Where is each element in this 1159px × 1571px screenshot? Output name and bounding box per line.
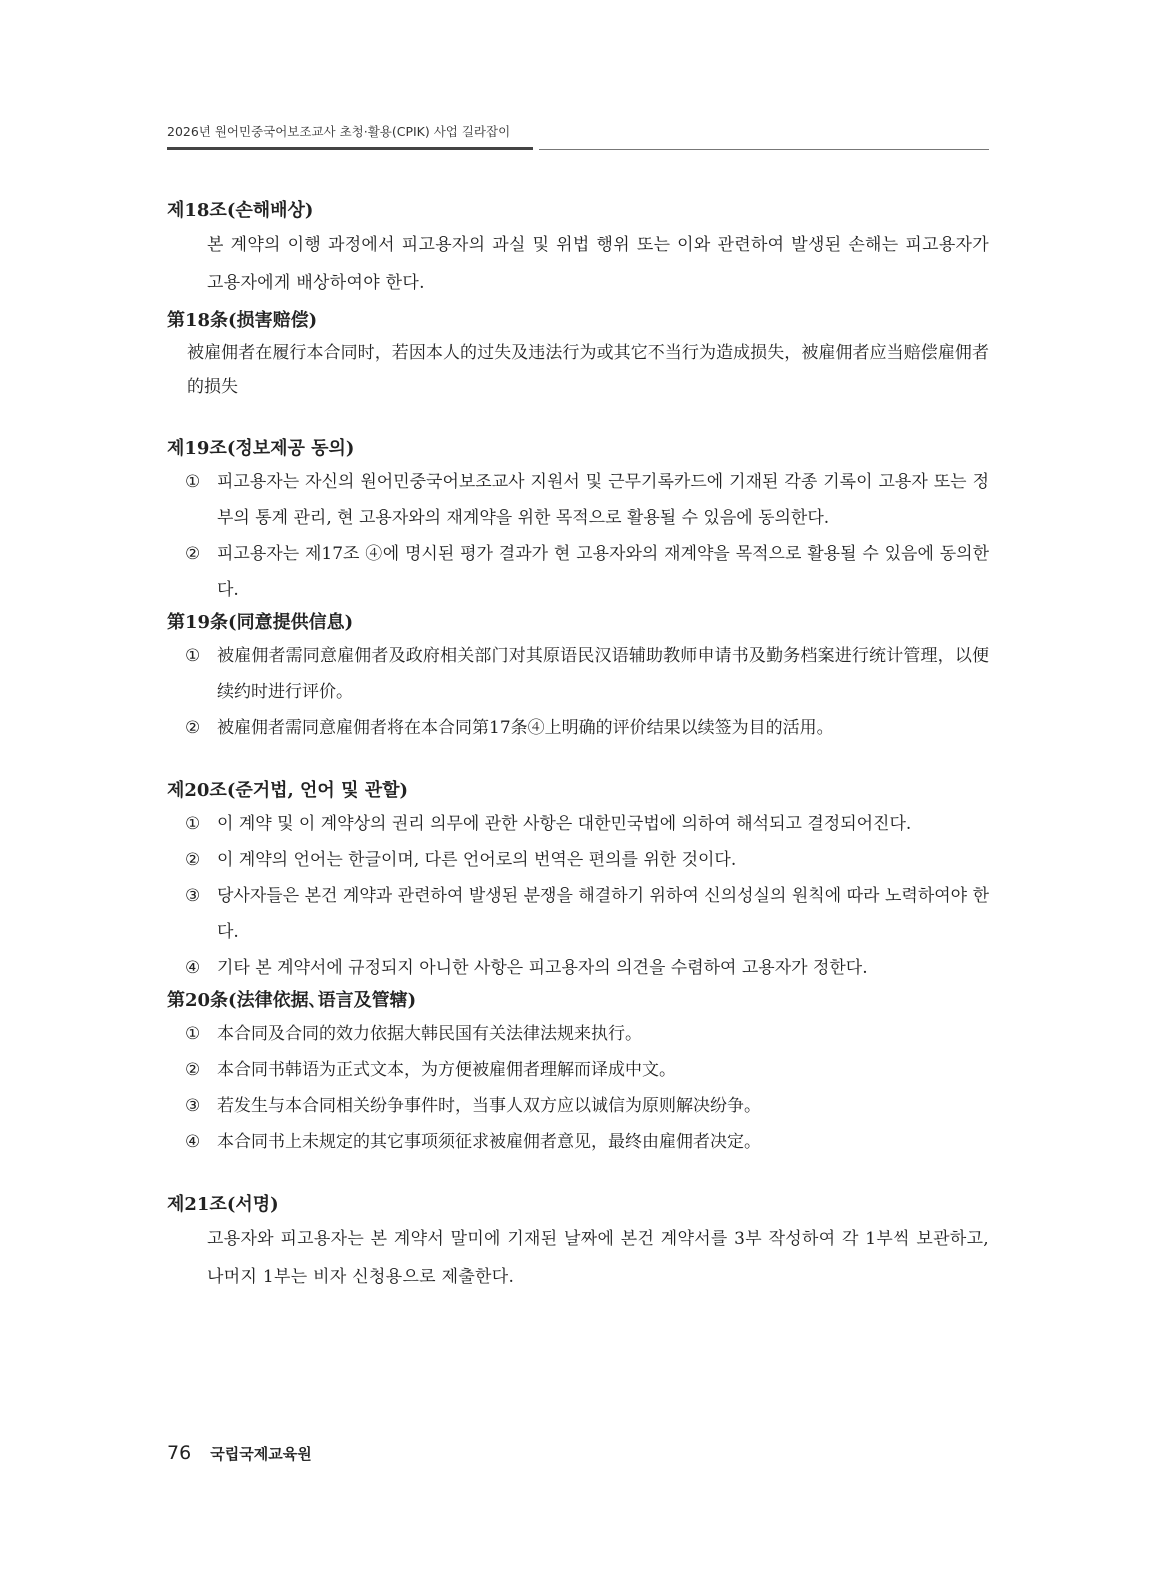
list-item [185,710,989,746]
article-heading: 제19조(정보제공 동의) [167,438,355,459]
article-18-cn [167,306,989,404]
item-number: ① [185,814,201,834]
item-text: 기타 본 계약서에 규정되지 아니한 사항은 피고용자의 의견을 수렴하여 고용자가 정한다. [217,958,868,978]
article-heading: 제18조(손해배상) [167,200,314,221]
header-title: 2026년 원어민중국어보조교사 초청·활용(CPIK) 사업 길라잡이 [167,124,511,139]
article-21-ko [167,1190,989,1296]
article-19-cn [167,608,989,746]
list-item [185,464,989,536]
article-text: 고용자와 피고용자는 본 계약서 말미에 기재된 날짜에 본건 계약서를 3부 작성하여 각 1부씩 보관하고, 나머지 1부는 비자 신청용으로 제출한다. [207,1229,989,1287]
list-item [185,1052,989,1088]
page-footer [167,1442,312,1464]
article-18-ko [167,196,989,302]
list-item [185,638,989,710]
item-text: 피고용자는 제17조 ④에 명시된 평가 결과가 현 고용자와의 재계약을 목적으로 활용될 수 있음에 동의한다. [217,544,989,600]
item-number: ④ [185,1132,201,1152]
list-item [185,1088,989,1124]
item-text: 被雇佣者需同意雇佣者及政府相关部门对其原语民汉语辅助教师申请书及勤务档案进行统计管理，以便续约时进行评价。 [217,646,989,702]
article-heading: 第20条(法律依据､语言及管辖) [167,990,417,1011]
item-text: 이 계약의 언어는 한글이며, 다른 언어로의 번역은 편의를 위한 것이다. [217,850,737,870]
item-number: ① [185,1024,201,1044]
item-text: 피고용자는 자신의 원어민중국어보조교사 지원서 및 근무기록카드에 기재된 각종 기록이 고용자 또는 정부의 통계 관리, 현 고용자와의 재계약을 위한 목적으로 활용될 수 있음에 동의한다. [217,472,989,528]
item-text: 이 계약 및 이 계약상의 권리 의무에 관한 사항은 대한민국법에 의하여 해석되고 결정되어진다. [217,814,912,834]
list-item [185,806,989,842]
list-item [185,1124,989,1160]
item-number: ① [185,646,201,666]
item-text: 被雇佣者需同意雇佣者将在本合同第17条④上明确的评价结果以续签为目的活用。 [217,718,834,738]
page-header [167,118,989,154]
article-heading: 제21조(서명) [167,1194,279,1215]
article-19-ko [167,434,989,608]
list-item [185,1016,989,1052]
list-item [185,950,989,986]
item-number: ③ [185,886,201,906]
article-text: 被雇佣者在履行本合同时，若因本人的过失及违法行为或其它不当行为造成损失，被雇佣者应当赔偿雇佣者的损失 [187,343,989,397]
item-text: 本合同书韩语为正式文本，为方便被雇佣者理解而译成中文。 [217,1060,676,1080]
item-text: 本合同及合同的效力依据大韩民国有关法律法规来执行。 [217,1024,642,1044]
article-heading: 第19条(同意提供信息) [167,612,354,633]
document-body [167,196,989,1296]
header-rule-thin [539,149,989,150]
item-number: ③ [185,1096,201,1116]
list-item [185,842,989,878]
article-20-cn [167,986,989,1160]
item-text: 本合同书上未规定的其它事项须征求被雇佣者意见，最终由雇佣者决定。 [217,1132,761,1152]
header-rule-thick [167,147,533,150]
list-item [185,536,989,608]
publisher-name: 국립국제교육원 [210,1445,312,1463]
item-number: ② [185,718,201,738]
article-text: 본 계약의 이행 과정에서 피고용자의 과실 및 위법 행위 또는 이와 관련하여 발생된 손해는 피고용자가 고용자에게 배상하여야 한다. [207,235,989,293]
item-text: 당사자들은 본건 계약과 관련하여 발생된 분쟁을 해결하기 위하여 신의성실의 원칙에 따라 노력하여야 한다. [217,886,989,942]
article-heading: 第18条(损害赔偿) [167,310,318,331]
item-text: 若发生与本合同相关纷争事件时，当事人双方应以诚信为原则解决纷争。 [217,1096,761,1116]
item-number: ② [185,544,201,564]
article-20-ko [167,776,989,986]
article-heading: 제20조(준거법, 언어 및 관할) [167,780,409,801]
page-number: 76 [167,1442,192,1464]
item-number: ④ [185,958,201,978]
list-item [185,878,989,950]
item-number: ① [185,472,201,492]
item-number: ② [185,1060,201,1080]
item-number: ② [185,850,201,870]
